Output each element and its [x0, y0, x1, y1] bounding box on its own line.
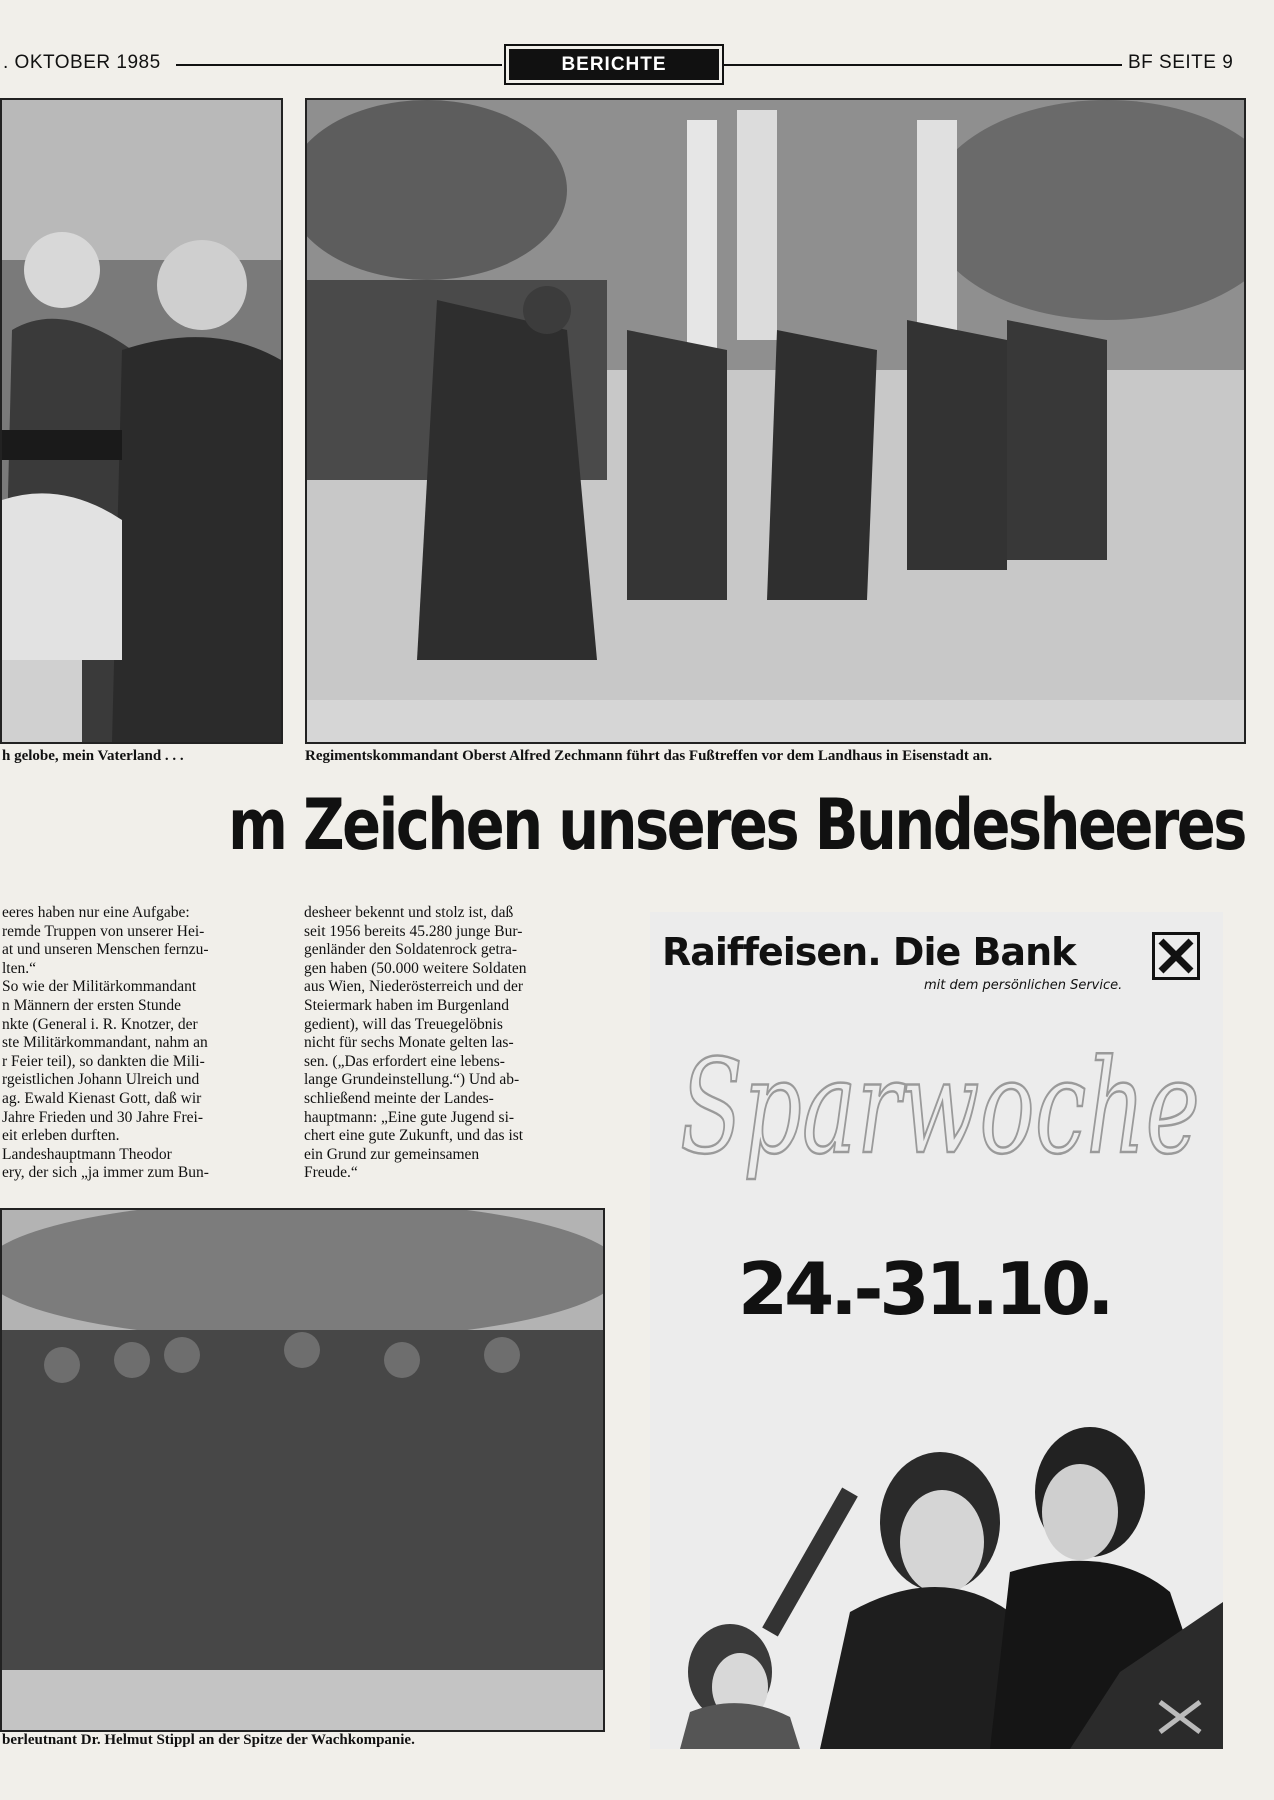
text-line: So wie der Militärkommandant — [2, 978, 197, 996]
raiffeisen-advertisement — [650, 912, 1223, 1749]
text-line: eeres haben nur eine Aufgabe: — [2, 904, 190, 921]
photo-caption-oath: h gelobe, mein Vaterland . . . — [2, 748, 184, 764]
text-line: n Männern der ersten Stunde — [2, 996, 182, 1014]
photo-oath-youths — [0, 98, 283, 744]
photo-guard-company — [0, 1208, 605, 1732]
text-line: rgeistlichen Johann Ulreich und — [2, 1071, 200, 1089]
photo-caption-guard: berleutnant Dr. Helmut Stippl an der Spitze der Wachkompanie. — [2, 1732, 415, 1748]
text-line: lten.“ — [2, 959, 36, 977]
header-rule-left — [176, 64, 502, 66]
text-line: schließend meinte der Landes- — [304, 1089, 494, 1107]
text-line: gen haben (50.000 weitere Soldaten — [304, 959, 527, 977]
ad-family-photo — [650, 1372, 1223, 1749]
section-label: BERICHTE — [509, 49, 719, 80]
text-line: ery, der sich „ja immer zum Bun- — [2, 1164, 209, 1182]
text-line: seit 1956 bereits 45.280 junge Bur- — [304, 922, 523, 940]
ad-script-text: Sparwoche — [680, 1031, 1200, 1183]
ad-tagline: mit dem persönlichen Service. — [924, 978, 1123, 993]
text-line: ste Militärkommandant, nahm an — [2, 1034, 208, 1052]
photo-regiment-march — [305, 98, 1246, 744]
text-line: nicht für sechs Monate gelten las- — [304, 1034, 514, 1052]
text-line: genländer den Soldatenrock getra- — [304, 941, 518, 959]
text-line: sen. („Das erfordert eine lebens- — [304, 1052, 505, 1070]
text-line: Steiermark haben im Burgenland — [304, 996, 510, 1014]
text-line: Landeshauptmann Theodor — [2, 1145, 172, 1163]
ad-script-sparwoche — [670, 1002, 1210, 1202]
text-line: gedient), will das Treuegelöbnis — [304, 1015, 503, 1033]
text-line: Freude.“ — [304, 1164, 358, 1182]
ad-brand-name: Raiffeisen. Die Bank — [662, 930, 1076, 974]
text-line: chert eine gute Zukunft, und das ist — [304, 1127, 524, 1145]
text-line: nkte (General i. R. Knotzer, der — [2, 1015, 198, 1033]
issue-date: . OKTOBER 1985 — [3, 52, 161, 73]
text-line: ag. Ewald Kienast Gott, daß wir — [2, 1089, 202, 1107]
header-rule-right — [724, 64, 1122, 66]
text-line: ein Grund zur gemeinsamen — [304, 1145, 480, 1163]
text-line: remde Truppen von unserer Hei- — [2, 922, 205, 940]
text-line: desheer bekennt und stolz ist, daß — [304, 904, 514, 921]
text-line: lange Grundeinstellung.“) Und ab- — [304, 1071, 520, 1089]
article-column-2 — [304, 904, 604, 1189]
text-line: at und unseren Menschen fernzu- — [2, 941, 209, 959]
page-number: BF SEITE 9 — [1128, 52, 1234, 73]
article-headline: m Zeichen unseres Bundesheeres — [228, 784, 1245, 866]
text-line: Jahre Frieden und 30 Jahre Frei- — [2, 1108, 204, 1126]
ad-dates: 24.-31.10. — [738, 1247, 1111, 1331]
text-line: hauptmann: „Eine gute Jugend si- — [304, 1108, 515, 1126]
text-line: r Feier teil), so dankten die Mili- — [2, 1052, 205, 1070]
photo-caption-regiment: Regimentskommandant Oberst Alfred Zechmann führt das Fußtreffen vor dem Landhaus in Eisenstadt an. — [305, 748, 993, 764]
text-line: eit erleben durften. — [2, 1127, 120, 1145]
raiffeisen-cross-icon — [1152, 932, 1200, 980]
article-column-1 — [2, 904, 290, 1189]
section-label-box — [504, 44, 724, 85]
text-line: aus Wien, Niederösterreich und der — [304, 978, 524, 996]
